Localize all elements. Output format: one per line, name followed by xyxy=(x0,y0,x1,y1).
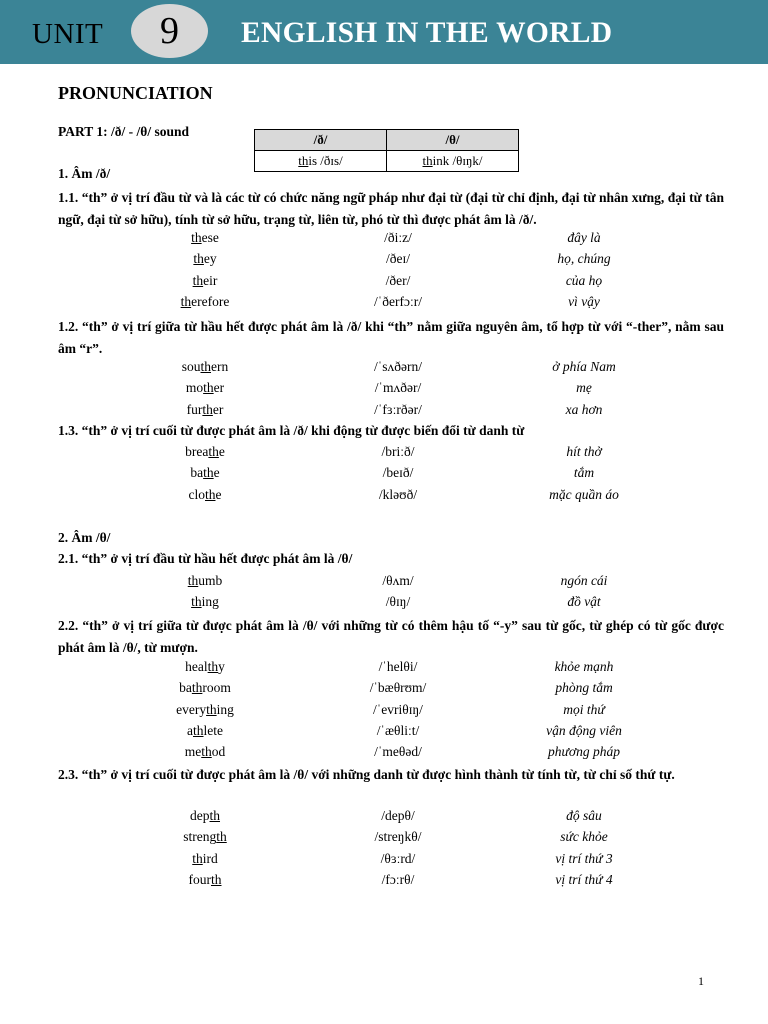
word xyxy=(193,273,218,289)
word xyxy=(182,359,229,375)
word xyxy=(188,487,221,503)
word-prefix: clo xyxy=(188,486,205,502)
th-highlight: th xyxy=(202,401,213,417)
word-row xyxy=(0,702,768,723)
word xyxy=(188,573,223,589)
word xyxy=(185,659,225,675)
ipa-transcription: /fɔːrθ/ xyxy=(381,871,415,887)
vietnamese-meaning: mọi thứ xyxy=(563,701,605,717)
th-highlight: th xyxy=(422,153,433,168)
word xyxy=(181,294,230,310)
th-highlight: th xyxy=(203,465,214,481)
word-row xyxy=(0,872,768,893)
th-highlight: th xyxy=(203,380,214,396)
th-highlight: th xyxy=(192,722,204,738)
example-rest: is /ðɪs/ xyxy=(308,153,343,168)
word-row xyxy=(0,851,768,872)
word-suffix: e xyxy=(213,465,220,481)
vietnamese-meaning: vận động viên xyxy=(546,722,622,738)
word xyxy=(190,808,220,824)
ipa-transcription: /θɜːrd/ xyxy=(380,850,416,866)
vietnamese-meaning: tắm xyxy=(573,465,595,481)
vietnamese-meaning: ở phía Nam xyxy=(552,359,616,374)
word-row xyxy=(0,594,768,615)
word-prefix: brea xyxy=(185,444,209,459)
word xyxy=(191,594,219,610)
word-row xyxy=(0,444,768,465)
word-prefix: mo xyxy=(185,380,204,396)
vietnamese-meaning: đồ vật xyxy=(567,594,601,610)
ipa-transcription: /depθ/ xyxy=(381,808,415,823)
word-row xyxy=(0,487,768,508)
heading-voiced: 1. Âm /ð/ xyxy=(58,166,111,181)
table-cell-voiced-example xyxy=(255,151,387,172)
word-prefix: four xyxy=(188,871,211,887)
word xyxy=(179,680,231,696)
word xyxy=(192,851,218,867)
word-row xyxy=(0,723,768,744)
word-suffix: y xyxy=(218,659,225,674)
vietnamese-meaning: phòng tắm xyxy=(555,680,613,696)
word-prefix: me xyxy=(184,744,202,760)
word-suffix: er xyxy=(212,401,224,417)
word-suffix: ird xyxy=(202,850,218,866)
ipa-transcription: /ðiːz/ xyxy=(384,230,412,245)
page-number: 1 xyxy=(698,974,704,988)
th-highlight: th xyxy=(207,659,219,674)
word-prefix: heal xyxy=(185,659,208,674)
th-highlight: th xyxy=(191,680,203,696)
word-row xyxy=(0,465,768,486)
unit-header-bar xyxy=(0,0,768,64)
ipa-transcription: /ˈsʌðərn/ xyxy=(374,359,422,374)
ipa-transcription: /θʌm/ xyxy=(382,573,414,588)
unit-number-badge: 9 xyxy=(131,4,208,58)
word-prefix: a xyxy=(186,722,193,738)
th-highlight: th xyxy=(191,594,202,610)
word-prefix: ba xyxy=(190,465,204,481)
word-suffix: room xyxy=(202,680,231,696)
word xyxy=(188,872,221,888)
th-highlight: th xyxy=(192,272,204,288)
word xyxy=(183,829,227,845)
th-highlight: th xyxy=(209,808,221,823)
th-highlight: th xyxy=(193,251,204,267)
word-row xyxy=(0,380,768,401)
example-rest: ink /θɪŋk/ xyxy=(432,153,483,168)
word-row xyxy=(0,680,768,701)
rule-1-2: 1.2. “th” ở vị trí giữa từ hầu hết được phát âm là /ð/ khi “th” nằm giữa nguyên âm, tổ hợp từ với “-ther”, nằm sau âm “r”. xyxy=(58,319,724,356)
word-prefix: streng xyxy=(183,829,217,845)
word-row xyxy=(0,829,768,850)
vietnamese-meaning: khỏe mạnh xyxy=(554,659,614,674)
ipa-transcription: /streŋkθ/ xyxy=(374,829,422,845)
word-suffix: ese xyxy=(201,230,219,245)
table-header-voiced: /ð/ xyxy=(255,130,387,151)
vietnamese-meaning: độ sâu xyxy=(566,808,602,823)
word-suffix: e xyxy=(218,444,225,459)
word-row xyxy=(0,273,768,294)
word-row xyxy=(0,402,768,423)
vietnamese-meaning: phương pháp xyxy=(548,744,620,760)
word-prefix: dep xyxy=(189,808,210,823)
word-suffix: ing xyxy=(201,594,219,610)
ipa-transcription: /ˈhelθi/ xyxy=(378,659,418,674)
table-header-voiceless: /θ/ xyxy=(387,130,519,151)
heading-voiceless: 2. Âm /θ/ xyxy=(58,530,111,545)
vietnamese-meaning: sức khỏe xyxy=(560,829,608,845)
ipa-transcription: /ˈðerfɔːr/ xyxy=(374,293,422,309)
word-suffix: e xyxy=(215,486,222,502)
ipa-transcription: /θɪŋ/ xyxy=(385,594,411,610)
ipa-transcription: /kləʊð/ xyxy=(378,486,418,502)
vietnamese-meaning: mặc quần áo xyxy=(549,486,619,502)
word-row xyxy=(0,744,768,765)
th-highlight: th xyxy=(208,444,219,459)
word xyxy=(185,744,226,760)
word-row xyxy=(0,294,768,315)
word-suffix: ern xyxy=(211,359,229,374)
rule-2-2: 2.2. “th” ở vị trí giữa từ được phát âm là /θ/ với những từ có thêm hậu tố “-y” sau từ gốc, từ ghép có từ gốc được phát âm là /θ/, từ mượn. xyxy=(58,618,724,655)
vietnamese-meaning: của họ xyxy=(565,272,603,288)
rule-2-3: 2.3. “th” ở vị trí cuối từ được phát âm là /θ/ với những danh từ được hình thành từ tính từ, từ chỉ số thứ tự. xyxy=(58,767,675,782)
vietnamese-meaning: họ, chúng xyxy=(557,251,611,267)
ipa-transcription: /ˈbæθrʊm/ xyxy=(369,680,427,696)
th-highlight: th xyxy=(298,153,309,168)
word-row xyxy=(0,251,768,272)
word-row xyxy=(0,573,768,594)
word-prefix: sou xyxy=(181,359,201,374)
word-suffix: od xyxy=(211,744,226,760)
word xyxy=(185,444,225,460)
th-highlight: th xyxy=(200,359,212,374)
vietnamese-meaning: vị trí thứ 3 xyxy=(555,850,613,866)
ipa-transcription: /ˈevriθɪŋ/ xyxy=(373,701,423,717)
th-highlight: th xyxy=(187,573,199,588)
word-row xyxy=(0,808,768,829)
vietnamese-meaning: vì vậy xyxy=(568,293,600,309)
vietnamese-meaning: xa hơn xyxy=(565,401,603,417)
word xyxy=(190,465,219,481)
th-highlight: th xyxy=(216,829,227,845)
vietnamese-meaning: hít thở xyxy=(566,444,602,459)
th-highlight: th xyxy=(201,744,212,760)
word-suffix: lete xyxy=(203,722,224,738)
th-highlight: th xyxy=(192,850,203,866)
vietnamese-meaning: đây là xyxy=(567,230,601,245)
ipa-transcription: /ðer/ xyxy=(385,272,411,288)
word-suffix: er xyxy=(213,380,225,396)
ipa-transcription: /ðeɪ/ xyxy=(386,251,410,267)
sound-table xyxy=(254,129,519,172)
rule-1-3: 1.3. “th” ở vị trí cuối từ được phát âm là /ð/ khi động từ được biến đổi từ danh từ xyxy=(58,423,525,438)
word xyxy=(176,702,234,718)
vietnamese-meaning: ngón cái xyxy=(560,573,608,588)
section-title: PRONUNCIATION xyxy=(58,83,213,103)
word xyxy=(186,380,224,396)
ipa-transcription: /beɪð/ xyxy=(382,465,414,481)
rule-1-1: 1.1. “th” ở vị trí đầu từ và là các từ có chức năng ngữ pháp như đại từ (đại từ chỉ định, đại từ nhân xưng, đại từ tân ngữ, đại từ sở hữu), tính từ sở hữu, trạng từ, liên từ, phó từ thì được phát âm là /ð/. xyxy=(58,190,724,227)
th-highlight: th xyxy=(191,230,202,245)
word-row xyxy=(0,230,768,251)
th-highlight: th xyxy=(204,486,216,502)
word-suffix: erefore xyxy=(191,293,230,309)
word xyxy=(187,723,223,739)
unit-title: ENGLISH IN THE WORLD xyxy=(241,17,613,49)
word-suffix: umb xyxy=(198,573,223,588)
th-highlight: th xyxy=(206,701,217,717)
word-prefix: every xyxy=(176,701,207,717)
word-row xyxy=(0,359,768,380)
ipa-transcription: /ˈfɜːrðər/ xyxy=(374,401,422,417)
word xyxy=(193,251,216,267)
unit-label: UNIT xyxy=(32,18,104,50)
ipa-transcription: /briːð/ xyxy=(381,444,415,459)
vietnamese-meaning: vị trí thứ 4 xyxy=(555,871,613,887)
rule-2-1: 2.1. “th” ở vị trí đầu từ hầu hết được phát âm là /θ/ xyxy=(58,551,353,566)
th-highlight: th xyxy=(180,293,192,309)
th-highlight: th xyxy=(210,871,222,887)
part-title: PART 1: /ð/ - /θ/ sound xyxy=(58,124,189,139)
ipa-transcription: /ˈæθliːt/ xyxy=(376,722,420,738)
ipa-transcription: /ˈmʌðər/ xyxy=(374,380,422,396)
word-suffix: eir xyxy=(203,272,218,288)
word xyxy=(191,230,219,246)
word xyxy=(187,402,224,418)
word-suffix: ey xyxy=(203,251,217,267)
word-prefix: fur xyxy=(186,401,203,417)
word-prefix: ba xyxy=(179,680,192,696)
table-cell-voiceless-example xyxy=(387,151,519,172)
vietnamese-meaning: mẹ xyxy=(576,380,592,396)
word-row xyxy=(0,659,768,680)
ipa-transcription: /ˈmeθəd/ xyxy=(374,744,422,760)
word-suffix: ing xyxy=(216,701,234,717)
